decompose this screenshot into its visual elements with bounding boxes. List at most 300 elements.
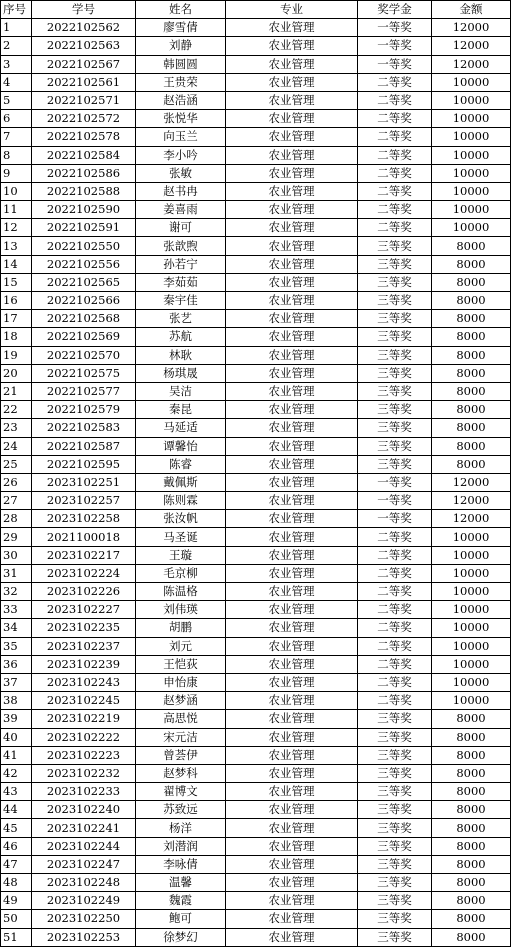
- cell-amount: 8000: [432, 455, 511, 473]
- cell-seq: 47: [1, 855, 32, 873]
- cell-award: 三等奖: [358, 910, 432, 928]
- cell-name: 苏航: [136, 328, 226, 346]
- cell-seq: 22: [1, 401, 32, 419]
- table-row: [1, 182, 511, 200]
- cell-student-id: 2022102569: [32, 328, 136, 346]
- table-row: [1, 619, 511, 637]
- cell-major: 农业管理: [226, 455, 358, 473]
- cell-amount: 10000: [432, 219, 511, 237]
- cell-student-id: 2023102241: [32, 819, 136, 837]
- cell-name: 林耿: [136, 346, 226, 364]
- cell-amount: 8000: [432, 728, 511, 746]
- cell-major: 农业管理: [226, 255, 358, 273]
- cell-amount: 10000: [432, 91, 511, 109]
- cell-award: 三等奖: [358, 874, 432, 892]
- table-row: [1, 19, 511, 37]
- cell-name: 刘潜润: [136, 837, 226, 855]
- table-row: [1, 382, 511, 400]
- cell-major: 农业管理: [226, 855, 358, 873]
- header-row: [1, 1, 511, 19]
- cell-seq: 40: [1, 728, 32, 746]
- cell-major: 农业管理: [226, 637, 358, 655]
- header-seq: 序号: [1, 1, 32, 19]
- table-row: [1, 401, 511, 419]
- cell-major: 农业管理: [226, 237, 358, 255]
- header-student-id: 学号: [32, 1, 136, 19]
- cell-award: 一等奖: [358, 55, 432, 73]
- cell-name: 胡鹏: [136, 619, 226, 637]
- cell-name: 戴佩斯: [136, 473, 226, 491]
- cell-major: 农业管理: [226, 874, 358, 892]
- cell-award: 三等奖: [358, 801, 432, 819]
- cell-amount: 8000: [432, 910, 511, 928]
- cell-amount: 10000: [432, 601, 511, 619]
- cell-seq: 2: [1, 37, 32, 55]
- cell-seq: 30: [1, 546, 32, 564]
- cell-major: 农业管理: [226, 692, 358, 710]
- cell-major: 农业管理: [226, 528, 358, 546]
- cell-major: 农业管理: [226, 364, 358, 382]
- cell-student-id: 2022102575: [32, 364, 136, 382]
- cell-student-id: 2022102578: [32, 128, 136, 146]
- cell-amount: 10000: [432, 128, 511, 146]
- cell-student-id: 2023102222: [32, 728, 136, 746]
- cell-student-id: 2022102556: [32, 255, 136, 273]
- cell-major: 农业管理: [226, 419, 358, 437]
- cell-major: 农业管理: [226, 783, 358, 801]
- cell-amount: 10000: [432, 655, 511, 673]
- cell-student-id: 2021100018: [32, 528, 136, 546]
- cell-student-id: 2023102243: [32, 673, 136, 691]
- cell-name: 吴洁: [136, 382, 226, 400]
- cell-name: 曾荟伊: [136, 746, 226, 764]
- cell-student-id: 2022102550: [32, 237, 136, 255]
- cell-name: 刘静: [136, 37, 226, 55]
- cell-major: 农业管理: [226, 728, 358, 746]
- cell-name: 马圣诞: [136, 528, 226, 546]
- cell-name: 张歆煦: [136, 237, 226, 255]
- cell-major: 农业管理: [226, 164, 358, 182]
- cell-seq: 48: [1, 874, 32, 892]
- cell-name: 秦宇佳: [136, 292, 226, 310]
- cell-seq: 36: [1, 655, 32, 673]
- table-row: [1, 37, 511, 55]
- cell-major: 农业管理: [226, 146, 358, 164]
- cell-major: 农业管理: [226, 91, 358, 109]
- cell-amount: 8000: [432, 401, 511, 419]
- cell-student-id: 2022102562: [32, 19, 136, 37]
- cell-major: 农业管理: [226, 837, 358, 855]
- cell-seq: 49: [1, 892, 32, 910]
- cell-amount: 10000: [432, 110, 511, 128]
- cell-amount: 10000: [432, 528, 511, 546]
- table-row: [1, 201, 511, 219]
- cell-award: 二等奖: [358, 673, 432, 691]
- cell-amount: 10000: [432, 164, 511, 182]
- table-row: [1, 55, 511, 73]
- cell-student-id: 2023102245: [32, 692, 136, 710]
- cell-major: 农业管理: [226, 219, 358, 237]
- cell-student-id: 2023102233: [32, 783, 136, 801]
- cell-award: 三等奖: [358, 746, 432, 764]
- cell-award: 三等奖: [358, 892, 432, 910]
- table-row: [1, 892, 511, 910]
- cell-seq: 14: [1, 255, 32, 273]
- cell-student-id: 2022102568: [32, 310, 136, 328]
- cell-student-id: 2022102579: [32, 401, 136, 419]
- cell-student-id: 2022102588: [32, 182, 136, 200]
- cell-amount: 10000: [432, 201, 511, 219]
- cell-student-id: 2023102240: [32, 801, 136, 819]
- cell-seq: 9: [1, 164, 32, 182]
- cell-name: 廖雪倩: [136, 19, 226, 37]
- cell-award: 二等奖: [358, 219, 432, 237]
- cell-name: 杨琪晟: [136, 364, 226, 382]
- cell-award: 三等奖: [358, 273, 432, 291]
- table-row: [1, 746, 511, 764]
- table-row: [1, 364, 511, 382]
- cell-name: 申怡康: [136, 673, 226, 691]
- table-row: [1, 710, 511, 728]
- table-row: [1, 455, 511, 473]
- table-row: [1, 855, 511, 873]
- table-row: [1, 819, 511, 837]
- cell-student-id: 2022102583: [32, 419, 136, 437]
- cell-name: 韩圆圆: [136, 55, 226, 73]
- cell-major: 农业管理: [226, 473, 358, 491]
- cell-amount: 8000: [432, 255, 511, 273]
- cell-name: 赵浩涵: [136, 91, 226, 109]
- cell-name: 苏致远: [136, 801, 226, 819]
- cell-major: 农业管理: [226, 583, 358, 601]
- cell-award: 三等奖: [358, 292, 432, 310]
- cell-award: 二等奖: [358, 528, 432, 546]
- cell-award: 二等奖: [358, 601, 432, 619]
- cell-major: 农业管理: [226, 328, 358, 346]
- cell-name: 张敏: [136, 164, 226, 182]
- cell-student-id: 2022102595: [32, 455, 136, 473]
- table-row: [1, 310, 511, 328]
- cell-student-id: 2023102257: [32, 492, 136, 510]
- cell-award: 二等奖: [358, 201, 432, 219]
- table-row: [1, 146, 511, 164]
- cell-award: 三等奖: [358, 364, 432, 382]
- cell-amount: 8000: [432, 855, 511, 873]
- cell-name: 谢可: [136, 219, 226, 237]
- cell-student-id: 2023102239: [32, 655, 136, 673]
- cell-name: 张悦华: [136, 110, 226, 128]
- cell-seq: 51: [1, 928, 32, 946]
- cell-name: 徐梦幻: [136, 928, 226, 946]
- table-row: [1, 928, 511, 946]
- cell-seq: 16: [1, 292, 32, 310]
- cell-major: 农业管理: [226, 128, 358, 146]
- cell-award: 三等奖: [358, 455, 432, 473]
- cell-student-id: 2023102247: [32, 855, 136, 873]
- cell-major: 农业管理: [226, 928, 358, 946]
- cell-major: 农业管理: [226, 55, 358, 73]
- cell-major: 农业管理: [226, 710, 358, 728]
- cell-name: 王璇: [136, 546, 226, 564]
- cell-amount: 8000: [432, 801, 511, 819]
- cell-name: 谭馨怡: [136, 437, 226, 455]
- cell-amount: 8000: [432, 874, 511, 892]
- table-row: [1, 637, 511, 655]
- cell-amount: 8000: [432, 419, 511, 437]
- cell-major: 农业管理: [226, 346, 358, 364]
- table-row: [1, 346, 511, 364]
- cell-seq: 44: [1, 801, 32, 819]
- cell-seq: 38: [1, 692, 32, 710]
- cell-seq: 20: [1, 364, 32, 382]
- table-row: [1, 255, 511, 273]
- cell-award: 二等奖: [358, 583, 432, 601]
- cell-student-id: 2023102223: [32, 746, 136, 764]
- cell-seq: 4: [1, 73, 32, 91]
- cell-student-id: 2022102572: [32, 110, 136, 128]
- cell-amount: 8000: [432, 382, 511, 400]
- cell-award: 一等奖: [358, 510, 432, 528]
- cell-major: 农业管理: [226, 401, 358, 419]
- cell-major: 农业管理: [226, 182, 358, 200]
- cell-major: 农业管理: [226, 619, 358, 637]
- header-name: 姓名: [136, 1, 226, 19]
- cell-seq: 29: [1, 528, 32, 546]
- cell-seq: 31: [1, 564, 32, 582]
- cell-award: 一等奖: [358, 37, 432, 55]
- cell-award: 三等奖: [358, 328, 432, 346]
- cell-seq: 26: [1, 473, 32, 491]
- table-row: [1, 292, 511, 310]
- cell-student-id: 2022102587: [32, 437, 136, 455]
- cell-major: 农业管理: [226, 746, 358, 764]
- cell-student-id: 2022102591: [32, 219, 136, 237]
- table-row: [1, 419, 511, 437]
- cell-name: 毛京柳: [136, 564, 226, 582]
- cell-student-id: 2022102566: [32, 292, 136, 310]
- cell-name: 鲍可: [136, 910, 226, 928]
- cell-award: 二等奖: [358, 91, 432, 109]
- cell-major: 农业管理: [226, 564, 358, 582]
- cell-name: 向玉兰: [136, 128, 226, 146]
- cell-award: 二等奖: [358, 73, 432, 91]
- cell-student-id: 2023102249: [32, 892, 136, 910]
- cell-amount: 8000: [432, 746, 511, 764]
- cell-award: 三等奖: [358, 728, 432, 746]
- cell-name: 赵书冉: [136, 182, 226, 200]
- table-row: [1, 73, 511, 91]
- cell-major: 农业管理: [226, 910, 358, 928]
- table-row: [1, 655, 511, 673]
- cell-amount: 8000: [432, 346, 511, 364]
- cell-amount: 10000: [432, 619, 511, 637]
- cell-student-id: 2023102235: [32, 619, 136, 637]
- table-row: [1, 728, 511, 746]
- cell-name: 杨洋: [136, 819, 226, 837]
- cell-award: 三等奖: [358, 819, 432, 837]
- cell-seq: 5: [1, 91, 32, 109]
- cell-name: 陈则霖: [136, 492, 226, 510]
- cell-student-id: 2023102226: [32, 583, 136, 601]
- cell-name: 李咏倩: [136, 855, 226, 873]
- cell-student-id: 2023102244: [32, 837, 136, 855]
- cell-name: 高思悦: [136, 710, 226, 728]
- cell-seq: 42: [1, 764, 32, 782]
- cell-amount: 10000: [432, 564, 511, 582]
- table-row: [1, 764, 511, 782]
- cell-name: 赵梦科: [136, 764, 226, 782]
- cell-seq: 41: [1, 746, 32, 764]
- cell-award: 二等奖: [358, 164, 432, 182]
- cell-seq: 43: [1, 783, 32, 801]
- cell-name: 秦昆: [136, 401, 226, 419]
- cell-name: 刘伟瑛: [136, 601, 226, 619]
- cell-amount: 12000: [432, 510, 511, 528]
- header-amount: 金额: [432, 1, 511, 19]
- cell-award: 二等奖: [358, 637, 432, 655]
- cell-student-id: 2022102577: [32, 382, 136, 400]
- cell-student-id: 2022102565: [32, 273, 136, 291]
- cell-award: 二等奖: [358, 546, 432, 564]
- cell-seq: 7: [1, 128, 32, 146]
- cell-student-id: 2023102251: [32, 473, 136, 491]
- cell-seq: 46: [1, 837, 32, 855]
- cell-award: 一等奖: [358, 19, 432, 37]
- cell-amount: 8000: [432, 710, 511, 728]
- cell-student-id: 2023102258: [32, 510, 136, 528]
- cell-award: 三等奖: [358, 764, 432, 782]
- cell-seq: 21: [1, 382, 32, 400]
- cell-award: 一等奖: [358, 473, 432, 491]
- cell-student-id: 2023102227: [32, 601, 136, 619]
- cell-amount: 8000: [432, 437, 511, 455]
- cell-seq: 18: [1, 328, 32, 346]
- cell-seq: 28: [1, 510, 32, 528]
- cell-major: 农业管理: [226, 437, 358, 455]
- header-award: 奖学金: [358, 1, 432, 19]
- cell-award: 三等奖: [358, 710, 432, 728]
- table-row: [1, 801, 511, 819]
- cell-major: 农业管理: [226, 801, 358, 819]
- cell-award: 三等奖: [358, 382, 432, 400]
- cell-student-id: 2023102248: [32, 874, 136, 892]
- cell-amount: 10000: [432, 673, 511, 691]
- table-row: [1, 437, 511, 455]
- cell-award: 三等奖: [358, 855, 432, 873]
- cell-amount: 12000: [432, 473, 511, 491]
- cell-amount: 12000: [432, 492, 511, 510]
- cell-seq: 17: [1, 310, 32, 328]
- cell-major: 农业管理: [226, 19, 358, 37]
- cell-seq: 1: [1, 19, 32, 37]
- cell-seq: 35: [1, 637, 32, 655]
- table-row: [1, 91, 511, 109]
- cell-seq: 11: [1, 201, 32, 219]
- cell-award: 二等奖: [358, 146, 432, 164]
- cell-award: 三等奖: [358, 837, 432, 855]
- cell-amount: 10000: [432, 73, 511, 91]
- cell-amount: 10000: [432, 182, 511, 200]
- cell-major: 农业管理: [226, 673, 358, 691]
- cell-name: 陈睿: [136, 455, 226, 473]
- cell-award: 二等奖: [358, 564, 432, 582]
- cell-amount: 12000: [432, 37, 511, 55]
- cell-major: 农业管理: [226, 764, 358, 782]
- cell-major: 农业管理: [226, 273, 358, 291]
- table-row: [1, 601, 511, 619]
- table-row: [1, 492, 511, 510]
- cell-major: 农业管理: [226, 546, 358, 564]
- cell-name: 李小吟: [136, 146, 226, 164]
- cell-student-id: 2023102217: [32, 546, 136, 564]
- table-row: [1, 673, 511, 691]
- cell-name: 王恺荻: [136, 655, 226, 673]
- cell-amount: 8000: [432, 892, 511, 910]
- cell-award: 三等奖: [358, 419, 432, 437]
- cell-name: 马延适: [136, 419, 226, 437]
- cell-name: 孙若宁: [136, 255, 226, 273]
- cell-award: 三等奖: [358, 346, 432, 364]
- cell-award: 三等奖: [358, 783, 432, 801]
- cell-seq: 45: [1, 819, 32, 837]
- cell-name: 翟博文: [136, 783, 226, 801]
- cell-student-id: 2022102590: [32, 201, 136, 219]
- cell-seq: 34: [1, 619, 32, 637]
- cell-name: 李茹茹: [136, 273, 226, 291]
- table-row: [1, 219, 511, 237]
- table-row: [1, 837, 511, 855]
- cell-name: 张汝帆: [136, 510, 226, 528]
- cell-award: 一等奖: [358, 492, 432, 510]
- header-major: 专业: [226, 1, 358, 19]
- table-row: [1, 528, 511, 546]
- cell-student-id: 2023102232: [32, 764, 136, 782]
- cell-amount: 10000: [432, 637, 511, 655]
- cell-amount: 10000: [432, 146, 511, 164]
- cell-award: 二等奖: [358, 128, 432, 146]
- cell-seq: 25: [1, 455, 32, 473]
- table-row: [1, 874, 511, 892]
- cell-seq: 10: [1, 182, 32, 200]
- table-row: [1, 564, 511, 582]
- table-row: [1, 910, 511, 928]
- cell-seq: 3: [1, 55, 32, 73]
- cell-student-id: 2023102253: [32, 928, 136, 946]
- table-row: [1, 473, 511, 491]
- cell-major: 农业管理: [226, 655, 358, 673]
- cell-award: 二等奖: [358, 619, 432, 637]
- cell-seq: 15: [1, 273, 32, 291]
- cell-student-id: 2022102586: [32, 164, 136, 182]
- table-row: [1, 164, 511, 182]
- cell-major: 农业管理: [226, 292, 358, 310]
- cell-student-id: 2022102571: [32, 91, 136, 109]
- cell-student-id: 2022102584: [32, 146, 136, 164]
- cell-student-id: 2023102224: [32, 564, 136, 582]
- cell-seq: 24: [1, 437, 32, 455]
- cell-award: 三等奖: [358, 255, 432, 273]
- table-row: [1, 546, 511, 564]
- cell-major: 农业管理: [226, 601, 358, 619]
- cell-major: 农业管理: [226, 382, 358, 400]
- cell-award: 二等奖: [358, 692, 432, 710]
- cell-name: 姜喜雨: [136, 201, 226, 219]
- cell-award: 三等奖: [358, 437, 432, 455]
- cell-seq: 12: [1, 219, 32, 237]
- cell-seq: 8: [1, 146, 32, 164]
- cell-student-id: 2023102219: [32, 710, 136, 728]
- cell-amount: 8000: [432, 783, 511, 801]
